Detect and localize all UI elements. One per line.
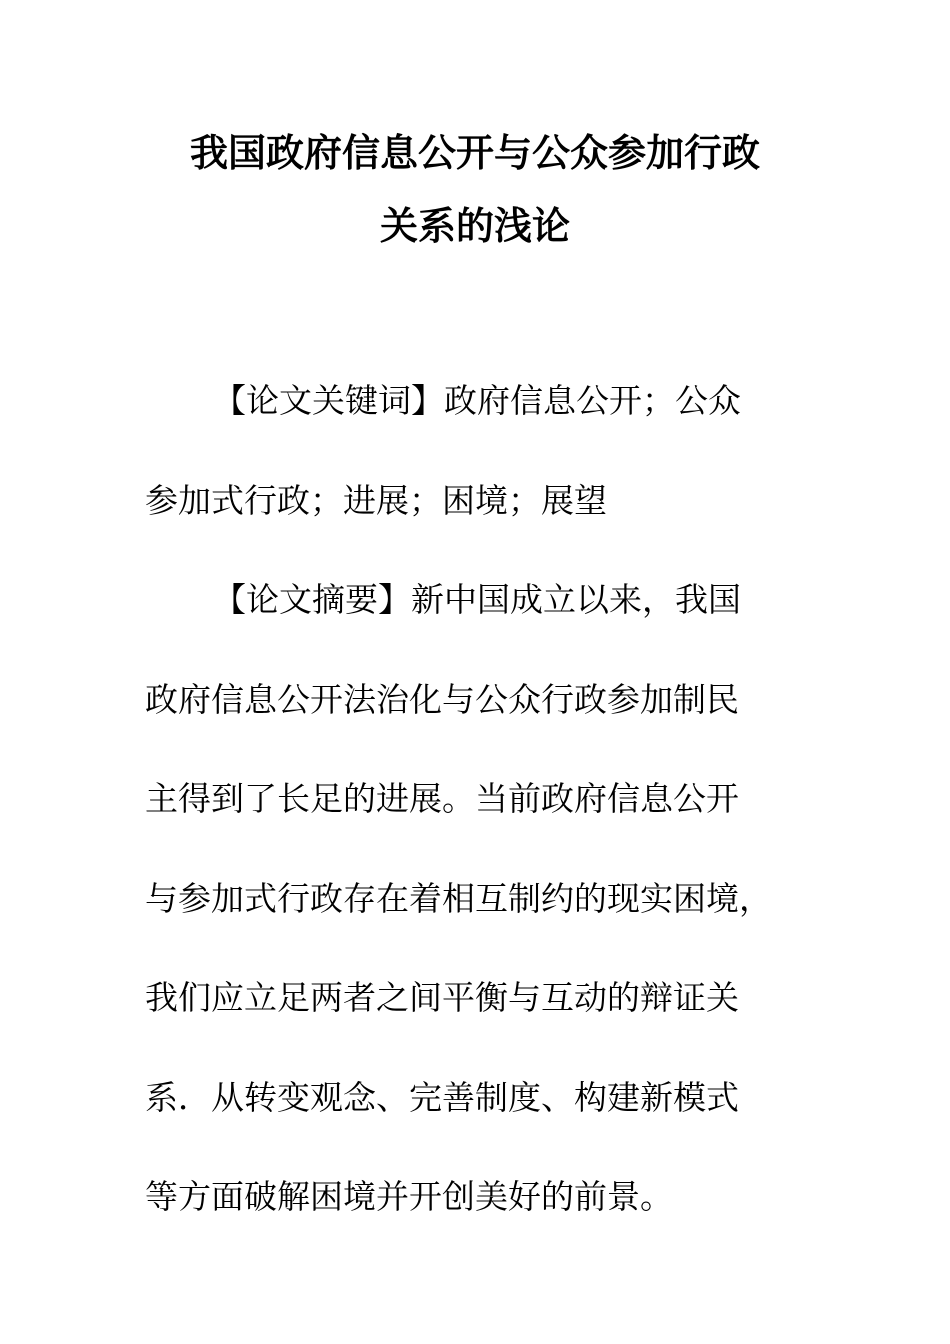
abstract-line-2: 政府信息公开法治化与公众行政参加制民	[145, 680, 739, 719]
document-title-line-2: 关系的浅论	[379, 204, 570, 248]
abstract-line-7: 等方面破解困境并开创美好的前景。	[145, 1177, 673, 1216]
abstract-line-1: 【论文摘要】新中国成立以来，我国	[213, 580, 741, 619]
document-title-line-1: 我国政府信息公开与公众参加行政	[189, 131, 760, 175]
abstract-line-5: 我们应立足两者之间平衡与互动的辩证关	[145, 978, 739, 1017]
abstract-line-3: 主得到了长足的进展。当前政府信息公开	[145, 779, 739, 818]
abstract-line-4: 与参加式行政存在着相互制约的现实困境，	[145, 879, 772, 918]
abstract-line-6: 系．从转变观念、完善制度、构建新模式	[145, 1078, 739, 1117]
keywords-line-2: 参加式行政；进展；困境；展望	[145, 481, 607, 520]
keywords-line-1: 【论文关键词】政府信息公开；公众	[213, 381, 741, 420]
